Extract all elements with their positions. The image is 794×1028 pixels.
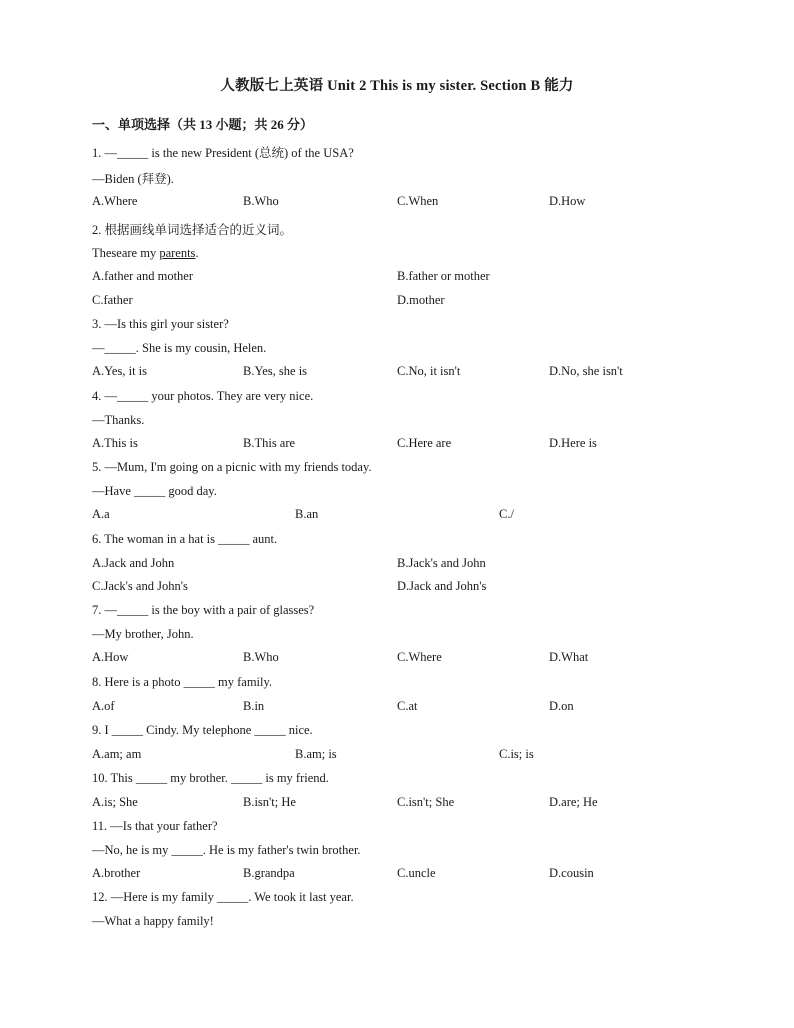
question-2-sentence-post: . bbox=[195, 246, 199, 260]
question-1-stem: 1. —_____ is the new President (总统) of the USA? bbox=[92, 146, 354, 160]
question-2-option-d[interactable]: D.mother bbox=[397, 293, 445, 307]
question-11-option-c[interactable]: C.uncle bbox=[397, 866, 436, 880]
question-4-option-b[interactable]: B.This are bbox=[243, 436, 296, 450]
question-8-option-c[interactable]: C.at bbox=[397, 699, 418, 713]
question-11-option-a[interactable]: A.brother bbox=[92, 866, 141, 880]
question-11-answer-line: —No, he is my _____. He is my father's twin brother. bbox=[92, 843, 361, 857]
question-9-stem: 9. I _____ Cindy. My telephone _____ nice. bbox=[92, 723, 313, 737]
question-11-option-d[interactable]: D.cousin bbox=[549, 866, 594, 880]
question-7-option-a[interactable]: A.How bbox=[92, 650, 129, 664]
question-9-option-b[interactable]: B.am; is bbox=[295, 747, 337, 761]
question-2-underlined-word: parents bbox=[159, 246, 196, 260]
question-4-answer-line: —Thanks. bbox=[92, 413, 145, 427]
question-3-answer-line: —_____. She is my cousin, Helen. bbox=[92, 341, 267, 355]
question-7-option-d[interactable]: D.What bbox=[549, 650, 589, 664]
question-1-answer-line: —Biden (拜登). bbox=[92, 172, 174, 186]
question-1-option-b[interactable]: B.Who bbox=[243, 194, 279, 208]
question-4-stem: 4. —_____ your photos. They are very nice. bbox=[92, 389, 314, 403]
question-3-stem: 3. —Is this girl your sister? bbox=[92, 317, 229, 331]
question-5-stem: 5. —Mum, I'm going on a picnic with my friends today. bbox=[92, 460, 372, 474]
question-2-stem: 2. 根据画线单词选择适合的近义词。 bbox=[92, 223, 293, 237]
question-6-option-d[interactable]: D.Jack and John's bbox=[397, 579, 487, 593]
question-2-option-b[interactable]: B.father or mother bbox=[397, 269, 490, 283]
question-10-option-d[interactable]: D.are; He bbox=[549, 795, 598, 809]
question-9-option-c[interactable]: C.is; is bbox=[499, 747, 534, 761]
question-5-option-c[interactable]: C./ bbox=[499, 507, 514, 521]
question-10-option-c[interactable]: C.isn't; She bbox=[397, 795, 455, 809]
question-11-stem: 11. —Is that your father? bbox=[92, 819, 218, 833]
question-10-option-b[interactable]: B.isn't; He bbox=[243, 795, 296, 809]
question-3-option-a[interactable]: A.Yes, it is bbox=[92, 364, 147, 378]
question-6-option-c[interactable]: C.Jack's and John's bbox=[92, 579, 188, 593]
question-1-option-c[interactable]: C.When bbox=[397, 194, 439, 208]
question-7-stem: 7. —_____ is the boy with a pair of glasses? bbox=[92, 603, 315, 617]
section-heading: 一、单项选择（共 13 小题；共 26 分） bbox=[92, 117, 314, 132]
question-6-option-a[interactable]: A.Jack and John bbox=[92, 556, 175, 570]
question-4-option-c[interactable]: C.Here are bbox=[397, 436, 452, 450]
question-8-stem: 8. Here is a photo _____ my family. bbox=[92, 675, 273, 689]
question-5-answer-line: —Have _____ good day. bbox=[92, 484, 217, 498]
question-8-option-b[interactable]: B.in bbox=[243, 699, 265, 713]
question-12-stem: 12. —Here is my family _____. We took it last year. bbox=[92, 890, 354, 904]
question-1-option-d[interactable]: D.How bbox=[549, 194, 586, 208]
question-2-sentence bbox=[92, 246, 199, 261]
question-6-stem: 6. The woman in a hat is _____ aunt. bbox=[92, 532, 278, 546]
question-5-option-b[interactable]: B.an bbox=[295, 507, 319, 521]
question-7-answer-line: —My brother, John. bbox=[92, 627, 194, 641]
question-3-option-b[interactable]: B.Yes, she is bbox=[243, 364, 308, 378]
question-8-option-d[interactable]: D.on bbox=[549, 699, 574, 713]
question-12-answer-line: —What a happy family! bbox=[92, 914, 214, 928]
question-2-sentence-pre: Theseare my bbox=[92, 246, 160, 260]
question-11-option-b[interactable]: B.grandpa bbox=[243, 866, 295, 880]
question-2-option-a[interactable]: A.father and mother bbox=[92, 269, 194, 283]
question-8-option-a[interactable]: A.of bbox=[92, 699, 115, 713]
question-3-option-c[interactable]: C.No, it isn't bbox=[397, 364, 461, 378]
question-1-option-a[interactable]: A.Where bbox=[92, 194, 138, 208]
question-5-option-a[interactable]: A.a bbox=[92, 507, 110, 521]
question-9-option-a[interactable]: A.am; am bbox=[92, 747, 142, 761]
question-3-option-d[interactable]: D.No, she isn't bbox=[549, 364, 623, 378]
question-7-option-c[interactable]: C.Where bbox=[397, 650, 442, 664]
question-6-option-b[interactable]: B.Jack's and John bbox=[397, 556, 486, 570]
question-4-option-a[interactable]: A.This is bbox=[92, 436, 138, 450]
page-title: 人教版七上英语 Unit 2 This is my sister. Section B 能力 bbox=[220, 78, 574, 94]
question-7-option-b[interactable]: B.Who bbox=[243, 650, 279, 664]
question-10-stem: 10. This _____ my brother. _____ is my friend. bbox=[92, 771, 329, 785]
question-4-option-d[interactable]: D.Here is bbox=[549, 436, 597, 450]
question-10-option-a[interactable]: A.is; She bbox=[92, 795, 138, 809]
question-2-option-c[interactable]: C.father bbox=[92, 293, 133, 307]
